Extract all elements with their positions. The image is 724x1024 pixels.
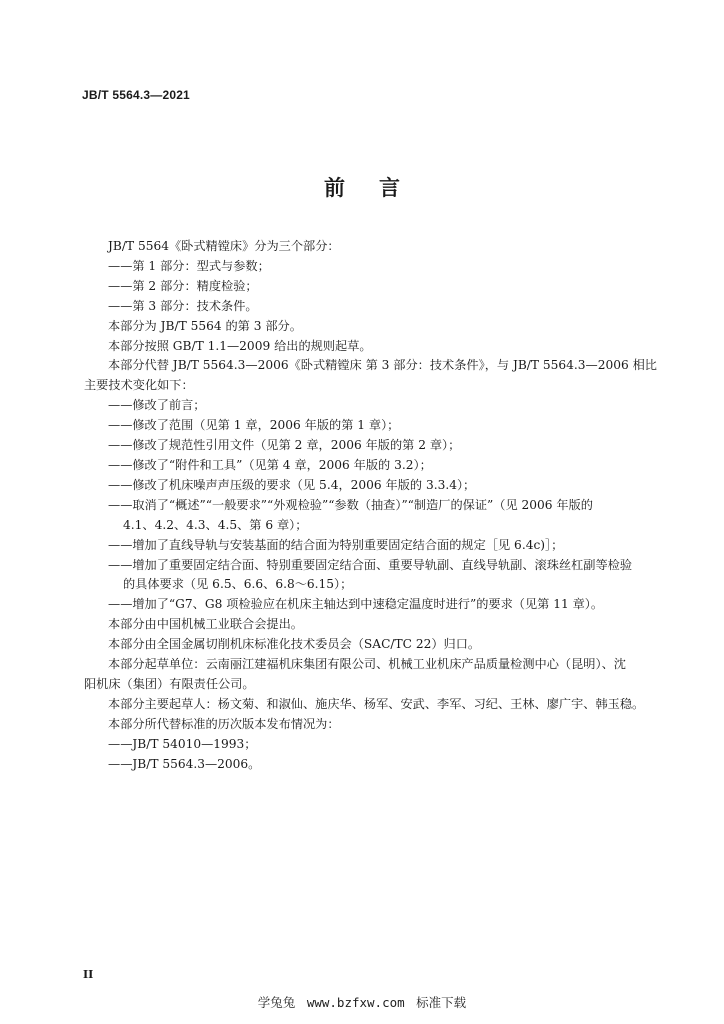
paragraph-this-part: 本部分为 JB/T 5564 的第 3 部分。 [108,318,302,333]
paragraph-drafting-units-line-2: 阳机床（集团）有限责任公司。 [84,676,255,691]
page-number: II [83,968,94,981]
list-item-change-noise: ——修改了机床噪声声压级的要求（见 5.4，2006 年版的 3.3.4）； [108,477,476,492]
list-item-added-inspection-line-1: ——增加了重要固定结合面、特别重要固定结合面、重要导轨副、直线导轨副、滚珠丝杠副等检验 [108,557,633,572]
paragraph-centralized-by: 本部分由全国金属切削机床标准化技术委员会（SAC/TC 22）归口。 [108,637,481,652]
paragraph-drafters: 本部分主要起草人：杨文菊、和淑仙、施庆华、杨军、安武、李军、习纪、王林、廖广宇、韩玉稳。 [108,696,645,711]
paragraph-parts-intro: JB/T 5564《卧式精镗床》分为三个部分： [108,239,340,253]
paragraph-drafting-units-line-1: 本部分起草单位：云南丽江建福机床集团有限公司、机械工业机床产品质量检测中心（昆明）、沈 [108,657,626,672]
paragraph-previous-editions: 本部分所代替标准的历次版本发布情况为： [108,716,340,731]
list-item-change-accessories: ——修改了“附件和工具”（见第 4 章，2006 年版的 3.2）； [108,457,432,472]
list-item-change-references: ——修改了规范性引用文件（见第 2 章，2006 年版的第 2 章）； [108,438,461,453]
document-header-code: JB/T 5564.3—2021 [82,88,190,102]
list-item-change-foreword: ——修改了前言； [108,398,206,413]
footer-watermark: 学兔兔 www.bzfxw.com 标准下载 [257,995,467,1010]
list-item-edition-2006: ——JB/T 5564.3—2006。 [108,756,261,771]
list-item-added-inspection-line-2: 的具体要求（见 6.5、6.6、6.8～6.15）； [123,577,353,592]
list-item-removed-line-1: ——取消了“概述”“一般要求”“外观检验”“参数（抽查）”“制造厂的保证”（见 2006 年版的 [108,497,593,512]
list-item-part-1: ——第 1 部分：型式与参数； [108,258,270,273]
paragraph-replaces-line-1: 本部分代替 JB/T 5564.3—2006《卧式精镗床 第 3 部分：技术条件》，与 JB/T 5564.3—2006 相比 [108,358,657,373]
paragraph-proposed-by: 本部分由中国机械工业联合会提出。 [108,617,303,632]
list-item-added-guide-rail: ——增加了直线导轨与安装基面的结合面为特别重要固定结合面的规定［见 6.4c)］； [108,537,564,552]
page-title: 前言 [324,176,434,200]
list-item-edition-1993: ——JB/T 54010—1993； [108,736,257,751]
list-item-part-2: ——第 2 部分：精度检验； [108,278,258,293]
list-item-change-scope: ——修改了范围（见第 1 章，2006 年版的第 1 章）； [108,418,400,433]
paragraph-drafting-rules: 本部分按照 GB/T 1.1—2009 给出的规则起草。 [108,338,372,353]
list-item-removed-line-2: 4.1、4.2、4.3、4.5、第 6 章）； [123,517,308,532]
list-item-added-g7-g8: ——增加了“G7、G8 项检验应在机床主轴达到中速稳定温度时进行”的要求（见第 11 章）。 [108,597,604,612]
list-item-part-3: ——第 3 部分：技术条件。 [108,298,258,313]
paragraph-replaces-line-2: 主要技术变化如下： [84,378,194,393]
document-body [84,237,664,774]
